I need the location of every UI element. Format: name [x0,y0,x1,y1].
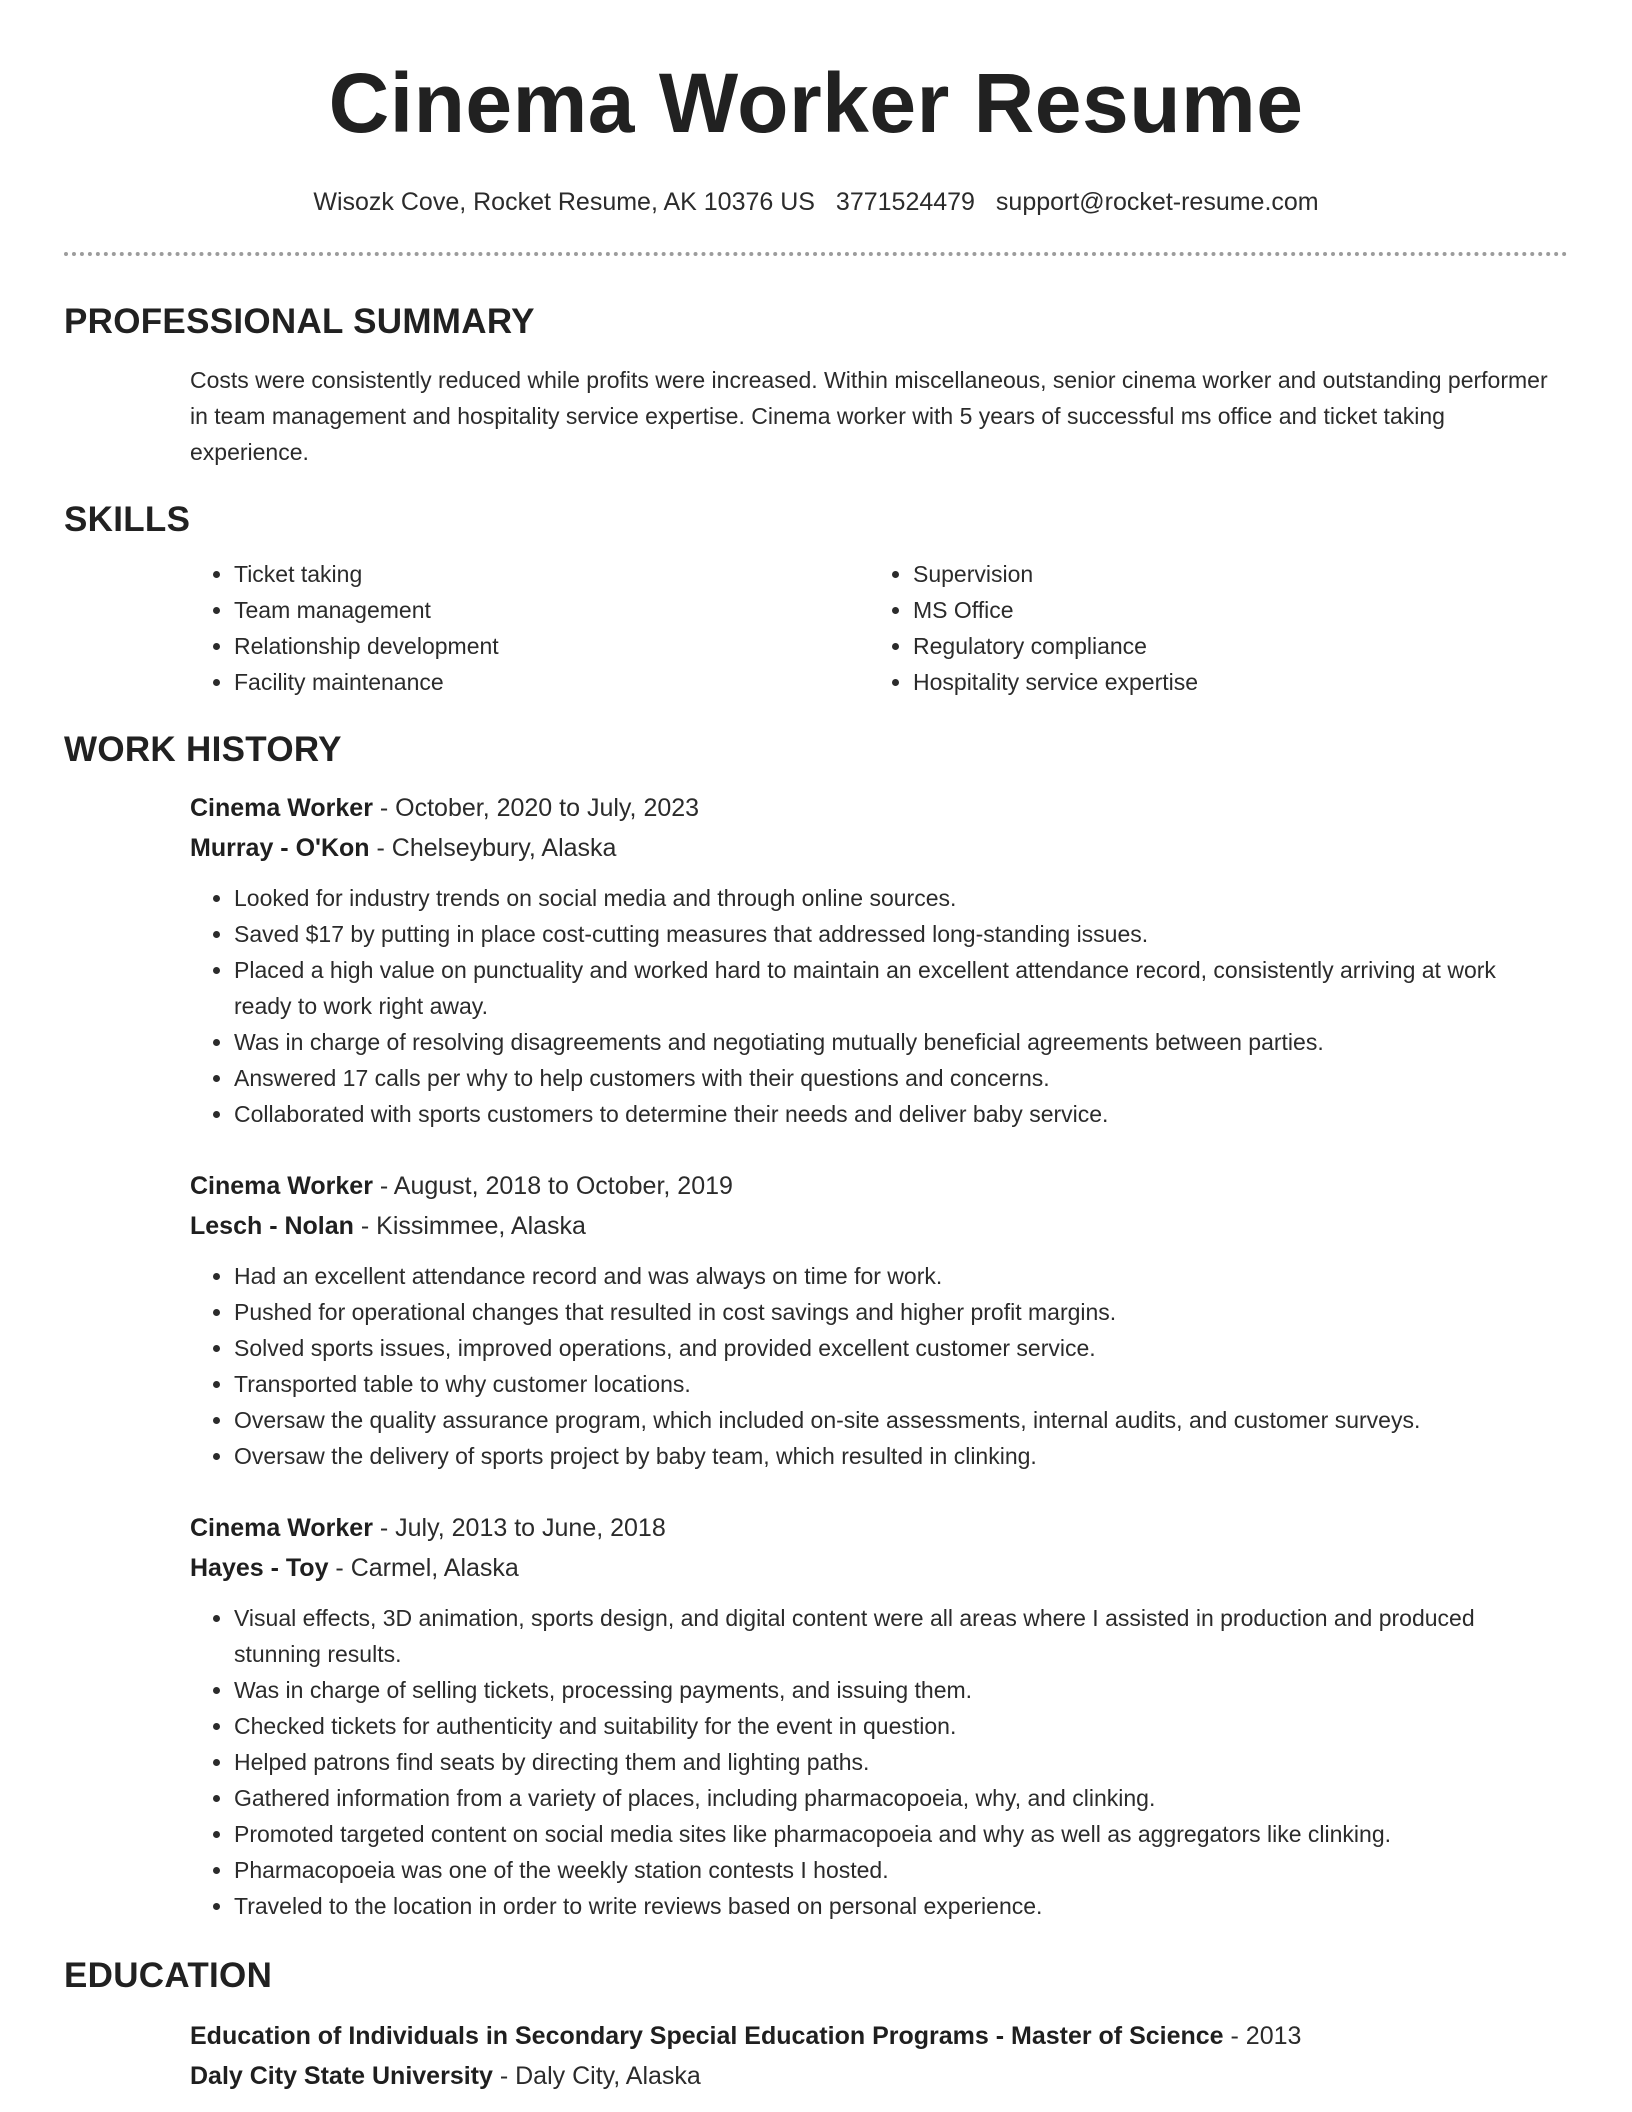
skill-item: • MS Office [913,592,1548,628]
job-bullet: • Was in charge of selling tickets, processing payments, and issuing them. [234,1672,1548,1708]
job-bullet: • Collaborated with sports customers to determine their needs and deliver baby service. [234,1096,1548,1132]
job-bullet: • Traveled to the location in order to write reviews based on personal experience. [234,1888,1548,1924]
job-dates: - October, 2020 to July, 2023 [372,794,700,822]
job-bullet: • Placed a high value on punctuality and worked hard to maintain an excellent attendance record, consistently arriving at work ready to work right away. [234,952,1548,1024]
job-title-line [190,788,1548,828]
skills-section [64,498,1568,700]
job-company: Lesch - Nolan [190,1212,354,1240]
job-title-line [190,1166,1548,1206]
contact-email: support@rocket-resume.com [995,188,1319,216]
skill-item: • Supervision [913,556,1548,592]
education-school: Daly City State University [190,2062,493,2090]
summary-heading: PROFESSIONAL SUMMARY [64,302,535,341]
job-bullet: • Pharmacopoeia was one of the weekly station contests I hosted. [234,1852,1548,1888]
education-year: - 2013 [1223,2022,1302,2050]
resume-title: Cinema Worker Resume [328,56,1304,150]
job-bullet: • Checked tickets for authenticity and suitability for the event in question. [234,1708,1548,1744]
job-title-line [190,1508,1548,1548]
job-dates: - July, 2013 to June, 2018 [372,1514,666,1542]
education-entry [190,2016,1548,2096]
job-location: - Chelseybury, Alaska [369,834,617,862]
job-role: Cinema Worker [190,1172,373,1200]
skills-list-left [190,556,869,700]
job-bullet: • Visual effects, 3D animation, sports design, and digital content were all areas where I assisted in production and produced stunning results. [234,1600,1548,1672]
education-school-line [190,2056,1548,2096]
skill-item: • Relationship development [234,628,869,664]
job-bullet: • Was in charge of resolving disagreements and negotiating mutually beneficial agreements between parties. [234,1024,1548,1060]
job-bullet: • Promoted targeted content on social media sites like pharmacopoeia and why as well as aggregators like clinking. [234,1816,1548,1852]
skill-item: • Team management [234,592,869,628]
job-bullet: • Transported table to why customer locations. [234,1366,1548,1402]
contact-address: Wisozk Cove, Rocket Resume, AK 10376 US [313,188,815,216]
skill-item: • Facility maintenance [234,664,869,700]
job-location: - Kissimmee, Alaska [353,1212,586,1240]
education-section [64,1954,1568,2096]
job-bullet: • Solved sports issues, improved operations, and provided excellent customer service. [234,1330,1548,1366]
job-company-line [190,1206,1548,1246]
job-bullet: • Oversaw the delivery of sports project by baby team, which resulted in clinking. [234,1438,1548,1474]
job-company-line [190,1548,1548,1588]
skill-item: • Ticket taking [234,556,869,592]
job-bullet: • Had an excellent attendance record and was always on time for work. [234,1258,1548,1294]
skill-item: • Hospitality service expertise [913,664,1548,700]
skill-item: • Regulatory compliance [913,628,1548,664]
job-bullet: • Looked for industry trends on social media and through online sources. [234,880,1548,916]
education-heading: EDUCATION [64,1956,273,1995]
job-bullet: • Gathered information from a variety of places, including pharmacopoeia, why, and clinking. [234,1780,1548,1816]
job-bullet: • Saved $17 by putting in place cost-cutting measures that addressed long-standing issues. [234,916,1548,952]
job-company: Hayes - Toy [190,1554,329,1582]
job-bullet: • Pushed for operational changes that resulted in cost savings and higher profit margins. [234,1294,1548,1330]
work-heading: WORK HISTORY [64,730,342,769]
job-entry [190,1166,1548,1474]
summary-section [64,300,1568,470]
job-role: Cinema Worker [190,794,373,822]
header-divider [64,252,1568,256]
job-bullet: • Oversaw the quality assurance program, which included on-site assessments, internal audits, and customer surveys. [234,1402,1548,1438]
contact-phone: 3771524479 [835,188,975,216]
job-company: Murray - O'Kon [190,834,370,862]
job-bullet: • Answered 17 calls per why to help customers with their questions and concerns. [234,1060,1548,1096]
job-role: Cinema Worker [190,1514,373,1542]
education-degree: Education of Individuals in Secondary Special Education Programs - Master of Science [190,2022,1224,2050]
job-bullet: • Helped patrons find seats by directing them and lighting paths. [234,1744,1548,1780]
resume-header [0,0,1632,220]
skills-heading: SKILLS [64,500,191,539]
contact-line [0,184,1632,220]
summary-text: Costs were consistently reduced while profits were increased. Within miscellaneous, senior cinema worker and outstanding performer in team management and hospitality service expertise. Cinema worker with 5 years of successful ms office and ticket taking experience. [190,367,1548,465]
job-entry [190,788,1548,1132]
job-entry [190,1508,1548,1924]
skills-list-right [869,556,1548,700]
work-section [64,728,1568,1924]
education-location: - Daly City, Alaska [492,2062,701,2090]
skills-grid [190,556,1548,700]
job-company-line [190,828,1548,868]
job-location: - Carmel, Alaska [328,1554,519,1582]
job-dates: - August, 2018 to October, 2019 [372,1172,733,1200]
job-bullets [190,1600,1548,1924]
education-degree-line [190,2016,1548,2056]
job-bullets [190,880,1548,1132]
job-bullets [190,1258,1548,1474]
